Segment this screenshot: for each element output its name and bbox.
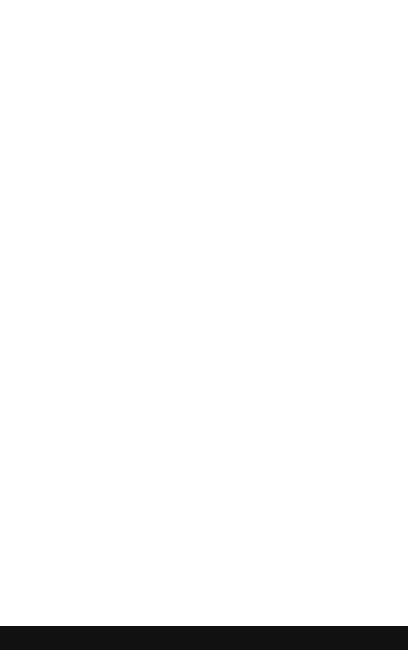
upper-text-band [14, 12, 394, 289]
lower-text-band [14, 303, 394, 590]
section-heading [274, 50, 292, 200]
scan-edge-bar [0, 626, 408, 650]
page-footer [0, 604, 408, 620]
